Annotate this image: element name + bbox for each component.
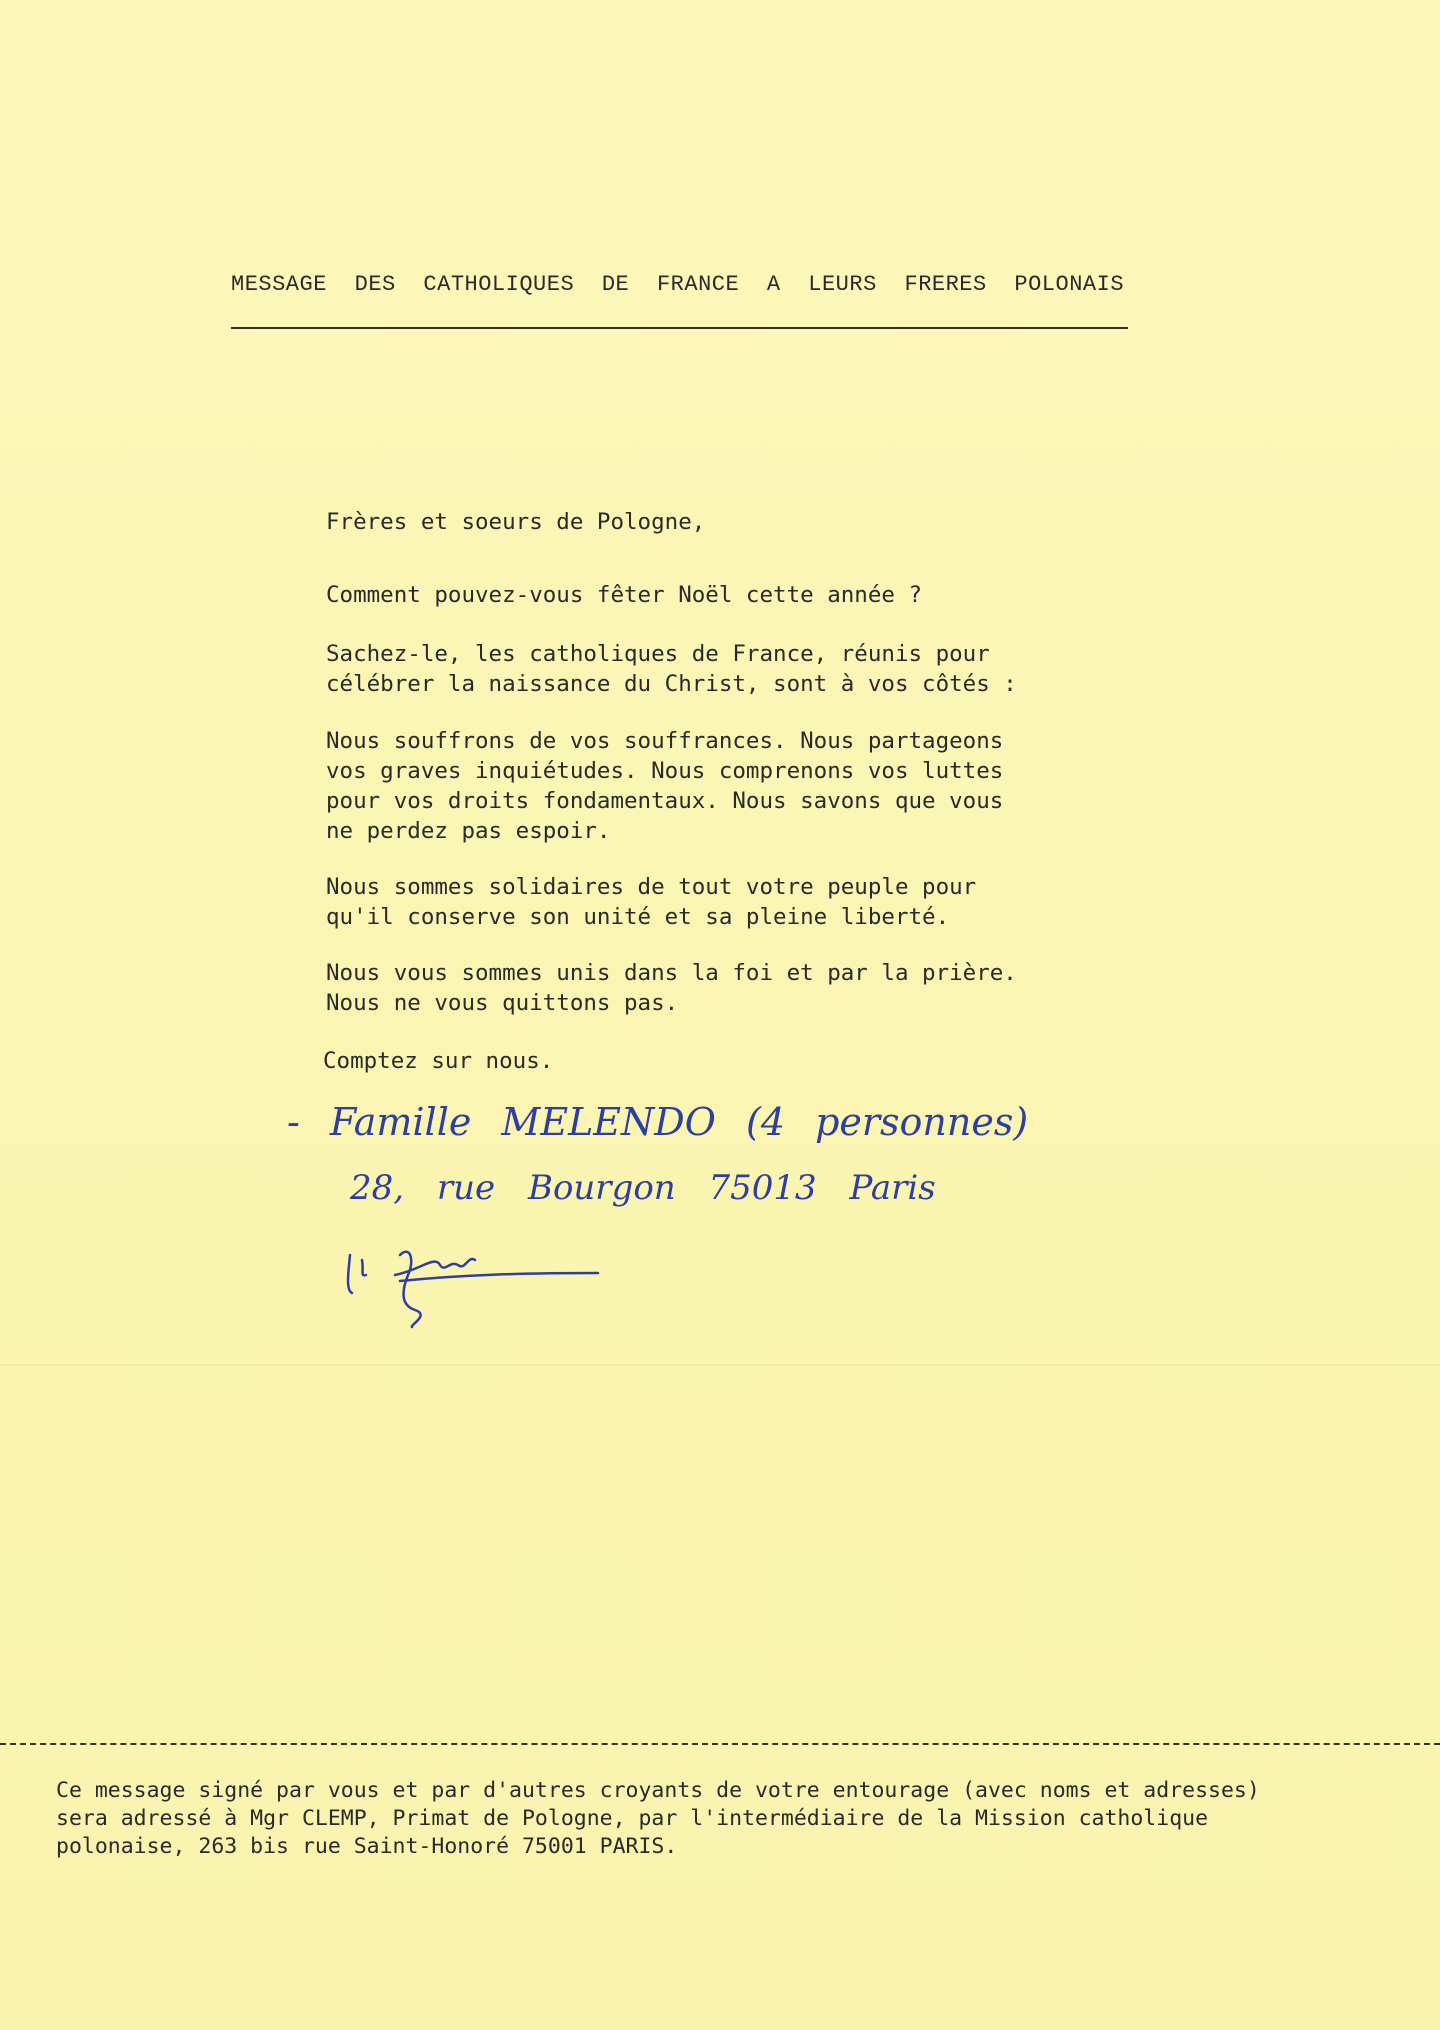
cut-line-dashed (0, 1743, 1440, 1745)
paragraph-2: Sachez-le, les catholiques de France, réunis pour célébrer la naissance du Christ, sont à vos côtés : (326, 641, 1017, 697)
paragraph-5: Nous vous sommes unis dans la foi et par la prière. Nous ne vous quittons pas. (326, 960, 1017, 1016)
salutation: Frères et soeurs de Pologne, (326, 509, 706, 535)
title-underline (231, 327, 1128, 329)
paragraph-6: Comptez sur nous. (323, 1048, 554, 1074)
paper-fold-line (0, 1364, 1440, 1366)
paragraph-1: Comment pouvez-vous fêter Noël cette année ? (326, 582, 923, 608)
handwritten-signature (340, 1215, 610, 1335)
handwritten-address: 28, rue Bourgon 75013 Paris (350, 1168, 936, 1208)
handwritten-family-name: - Famille MELENDO (4 personnes) (287, 1100, 1029, 1144)
document-title: MESSAGE DES CATHOLIQUES DE FRANCE A LEURS FRERES POLONAIS (231, 272, 1125, 297)
footer-note: Ce message signé par vous et par d'autres croyants de votre entourage (avec noms et adresses) sera adressé à Mgr CLEMP, Primat de Pologne, par l'intermédiaire de la Mission catholique polonaise, 263 bis rue Saint-Honoré 75001 PARIS. (56, 1778, 1260, 1859)
paragraph-3: Nous souffrons de vos souffrances. Nous partageons vos graves inquiétudes. Nous comprenons vos luttes pour vos droits fondamentaux. Nous savons que vous ne perdez pas espoir. (326, 728, 1004, 844)
paragraph-4: Nous sommes solidaires de tout votre peuple pour qu'il conserve son unité et sa pleine liberté. (326, 874, 977, 930)
